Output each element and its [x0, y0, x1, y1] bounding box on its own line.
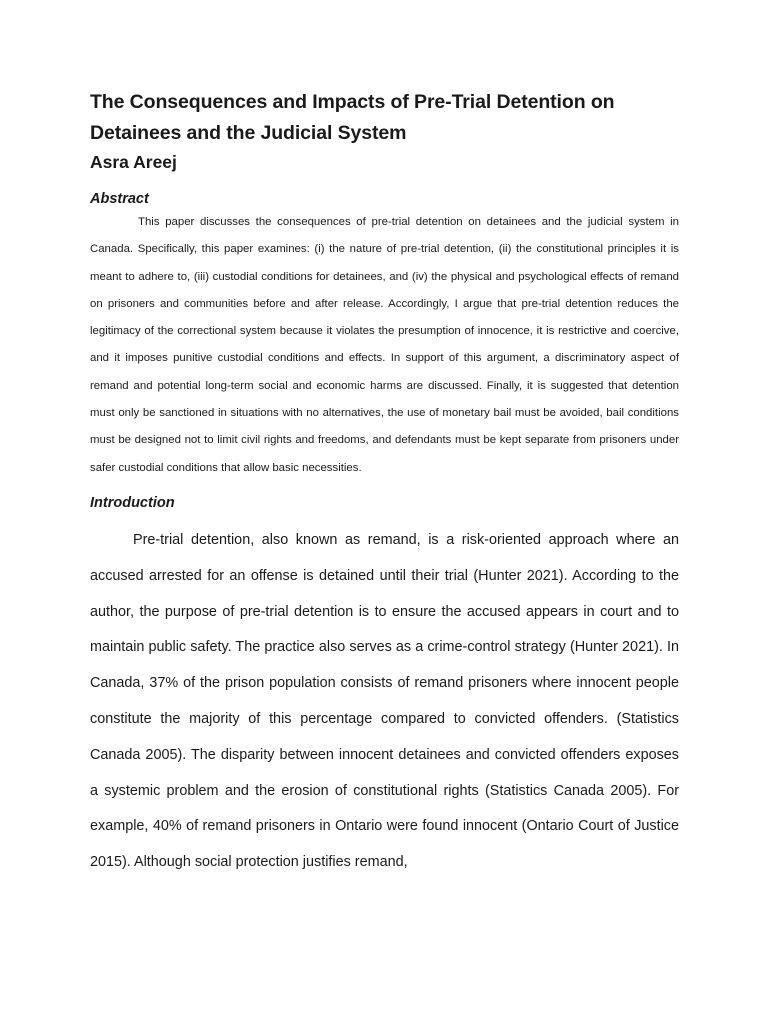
introduction-heading: Introduction — [90, 494, 175, 511]
author-name: Asra Areej — [90, 152, 177, 172]
abstract-text: This paper discusses the consequences of pre-trial detention on detainees and the judicial system in Canada. Specifically, this paper examines: (i) the nature of pre-trial detention, (ii) the constitutional principles it is meant to adhere to, (iii) custodial conditions for detainees, and (iv) the physical and psychological effects of remand on prisoners and communities before and after release. Accordingly, I argue that pre-trial detention reduces the legitimacy of the correctional system because it violates the presumption of innocence, it is restrictive and coercive, and it imposes punitive custodial conditions and effects. In support of this argument, a discriminatory aspect of remand and potential long-term social and economic harms are discussed. Finally, it is suggested that detention must only be sanctioned in situations with no alternatives, the use of monetary bail must be avoided, bail conditions must be designed not to limit civil rights and freedoms, and defendants must be kept separate from prisoners under safer custodial conditions that allow basic necessities. — [90, 216, 679, 474]
paper-title: The Consequences and Impacts of Pre-Trial Detention on Detainees and the Judicial System — [90, 91, 615, 144]
abstract-heading: Abstract — [90, 191, 149, 207]
introduction-text: Pre-trial detention, also known as remand, is a risk-oriented approach where an accused arrested for an offense is detained until their trial (Hunter 2021). According to the author, the purpose of pre-trial detention is to ensure the accused appears in court and to maintain public safety. The practice also serves as a crime-control strategy (Hunter 2021). In Canada, 37% of the prison population consists of remand prisoners where innocent people constitute the majority of this percentage compared to convicted offenders. (Statistics Canada 2005). The disparity between innocent detainees and convicted offenders exposes a systemic problem and the erosion of constitutional rights (Statistics Canada 2005). For example, 40% of remand prisoners in Ontario were found innocent (Ontario Court of Justice 2015). Although social protection justifies remand, — [90, 531, 679, 871]
paper-page — [90, 87, 679, 881]
